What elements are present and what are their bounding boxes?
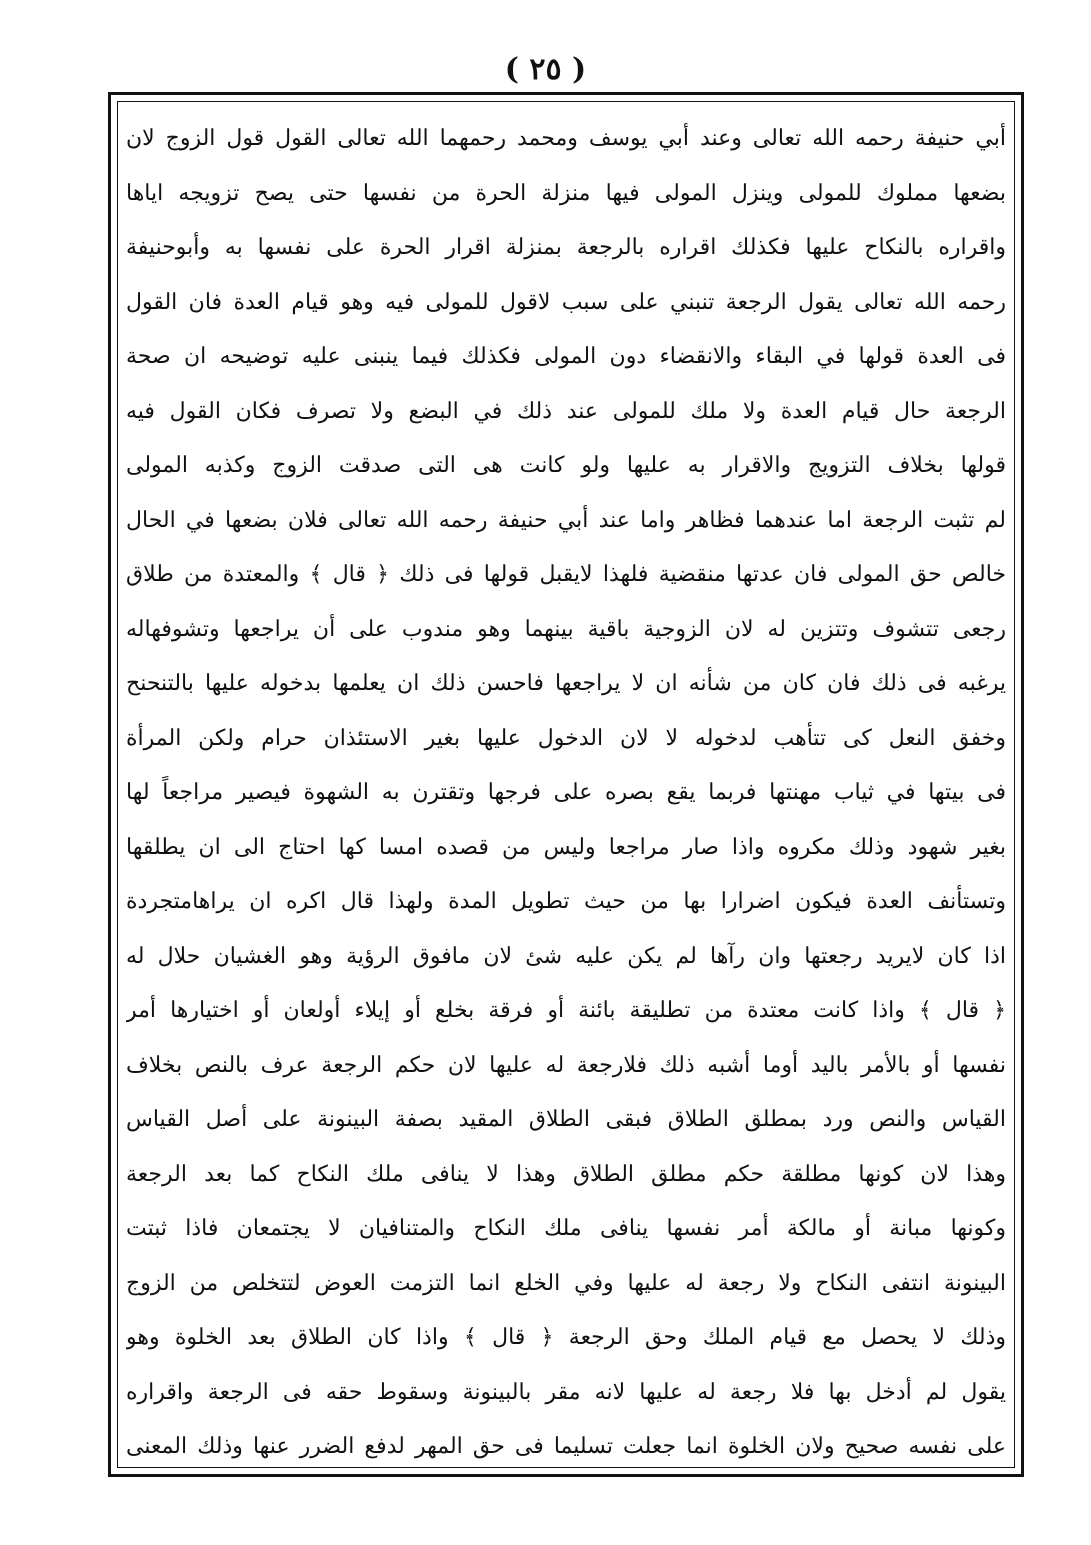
text-line: بضعها مملوك للمولى وينزل المولى فيها منزلة الحرة من نفسها حتى يصح تزويجه اياها bbox=[126, 180, 1006, 206]
text-line: القياس والنص ورد بمطلق الطلاق فبقى الطلاق المقيد بصفة البينونة على أصل القياس bbox=[126, 1107, 1006, 1132]
text-line: ﴿ قال ﴾ واذا كانت معتدة من تطليقة بائنة أو فرقة بخلع أو إيلاء أولعان أو اختيارها أمر bbox=[126, 998, 1006, 1023]
text-line: رجعى تتشوف وتتزين له لان الزوجية باقية بينهما وهو مندوب على أن يراجعها وتشوفهاله bbox=[126, 616, 1006, 642]
text-line: أبي حنيفة رحمه الله تعالى وعند أبي يوسف ومحمد رحمهما الله تعالى القول قول الزوج لان bbox=[126, 126, 1006, 151]
text-line: الرجعة حال قيام العدة ولا ملك للمولى عند ذلك في البضع ولا تصرف فكان القول فيه bbox=[126, 398, 1006, 424]
text-line: خالص حق المولى فان عدتها منقضية فلهذا لايقبل قولها فى ذلك ﴿ قال ﴾ والمعتدة من طلاق bbox=[126, 562, 1006, 587]
text-line: على نفسه صحيح ولان الخلوة انما جعلت تسليما فى حق المهر لدفع الضرر عنها وذلك المعنى bbox=[126, 1434, 1006, 1459]
text-line: وهذا لان كونها مطلقة حكم مطلق الطلاق وهذا لا ينافى ملك النكاح كما بعد الرجعة bbox=[126, 1161, 1006, 1187]
text-line: اذا كان لايريد رجعتها وان رآها لم يكن عليه شئ لان مافوق الرؤية وهو الغشيان حلال له bbox=[126, 943, 1006, 969]
text-line: فى بيتها في ثياب مهنتها فربما يقع بصره على فرجها وتقترن به الشهوة فيصير مراجعاً لها bbox=[126, 780, 1006, 805]
text-line: البينونة انتفى النكاح ولا رجعة له عليها وفي الخلع انما التزمت العوض لتتخلص من الزوج bbox=[126, 1270, 1006, 1296]
text-line: فى العدة قولها في البقاء والانقضاء دون المولى فكذلك فيما ينبنى عليه توضيحه ان صحة bbox=[126, 344, 1006, 369]
text-line: نفسها أو بالأمر باليد أوما أشبه ذلك فلارجعة له عليها لان حكم الرجعة عرف بالنص بخلاف bbox=[126, 1052, 1006, 1078]
text-line: يقول لم أدخل بها فلا رجعة له عليها لانه مقر بالبينونة وسقوط حقه فى الرجعة واقراره bbox=[126, 1379, 1006, 1405]
text-line: وذلك لا يحصل مع قيام الملك وحق الرجعة ﴿ قال ﴾ واذا كان الطلاق بعد الخلوة وهو bbox=[126, 1325, 1006, 1350]
body-text bbox=[126, 112, 1006, 1475]
text-line: قولها بخلاف التزويج والاقرار به عليها ولو كانت هى التى صدقت الزوج وكذبه المولى bbox=[126, 453, 1006, 478]
text-line: يرغبه فى ذلك فان كان من شأنه ان لا يراجعها فاحسن ذلك ان يعلمها بدخوله عليها بالتنحنح bbox=[126, 671, 1006, 696]
text-line: لم تثبت الرجعة اما عندهما فظاهر واما عند أبي حنيفة رحمه الله تعالى فلان بضعها في الحال bbox=[126, 507, 1006, 533]
page-number: ( ٢٥ ) bbox=[504, 52, 587, 87]
text-line: وخفق النعل كى تتأهب لدخوله لا لان الدخول عليها بغير الاستئذان حرام ولكن المرأة bbox=[126, 725, 1006, 751]
text-line: وتستأنف العدة فيكون اضرارا بها من حيث تطويل المدة ولهذا قال اكره ان يراهامتجردة bbox=[126, 889, 1006, 914]
text-line: رحمه الله تعالى يقول الرجعة تنبني على سبب لاقول للمولى فيه وهو قيام العدة فان القول bbox=[126, 289, 1006, 315]
text-line: واقراره بالنكاح عليها فكذلك اقراره بالرجعة بمنزلة اقرار الحرة على نفسها به وأبوحنيفة bbox=[126, 235, 1006, 260]
text-line: وكونها مبانة أو مالكة أمر نفسها ينافى ملك النكاح والمتنافيان لا يجتمعان فاذا ثبتت bbox=[126, 1216, 1006, 1241]
text-line: بغير شهود وذلك مكروه واذا صار مراجعا وليس من قصده امسا كها احتاج الى ان يطلقها bbox=[126, 834, 1006, 860]
